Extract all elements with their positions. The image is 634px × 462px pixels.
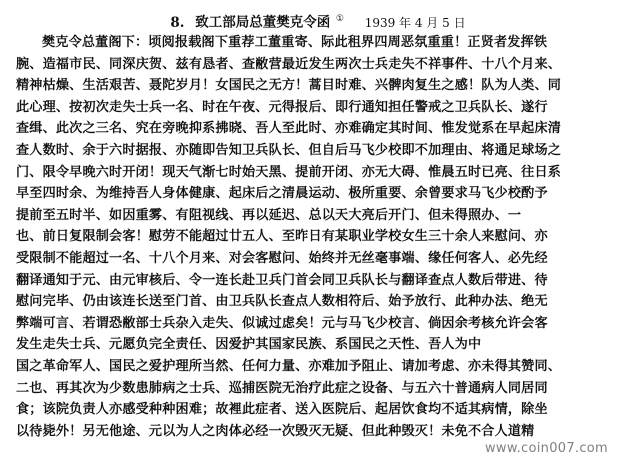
- body-line: 发生走失士兵、元愿负完全责任、因爱护其国家民族、系国民之天性、吾人为中: [16, 337, 482, 353]
- section-number: 8.: [170, 14, 185, 31]
- body-line: 樊克令总董阁下：顷阅报载阁下重荐工董重寄、际此租界四周恶氛重重！正贤者发挥铁: [42, 35, 548, 50]
- body-line: 以待毙外！另无他途、元以为人之肉体必经一次毁灭无疑、但此种毁灭！未免不合人道精: [16, 423, 535, 439]
- body-line: 查人数时、余于六时据报、亦随即告知卫兵队长、但自后马飞少校即不加理由、将通足球场之: [16, 142, 562, 158]
- footnote-marker: ①: [335, 14, 344, 24]
- body-line: 翻译通知于元、由元审核后、令一连长赴卫兵门首会同卫兵队长与翻译查点人数后带进、待: [16, 272, 548, 288]
- body-line: 受限制不能超过一名、十八个月来、对会客慰问、始终并无丝毫事端、缘任何客人、必先经: [16, 250, 548, 266]
- letter-date: 1939 年 4 月 5 日: [364, 15, 466, 30]
- body-line: 国之革命军人、国民之爱护理所当然、任何力量、亦难加予阻止、请加考虑、亦未得其赞同、: [16, 358, 562, 374]
- letter-title: 致工部局总董樊克令函: [195, 14, 331, 31]
- body-line: 门、限令早晚六时开闭！现天气渐七时始天黑、提前开闭、亦无大碍、惟晨五时已亮、往日系: [16, 164, 562, 180]
- body-line: 食；该院负责人亦感受种种困难；故裡此症者、送入医院后、起居饮食均不适其病情，除坐: [16, 402, 548, 418]
- body-line: 查缉、此次之三名、究在旁晚抑系拂晓、吾人至此时、亦难确定其时间、惟发觉系在早起床清: [16, 121, 562, 137]
- site-watermark: www.coin007.com: [485, 441, 608, 456]
- body-line: 提前至五时半、如因重雾、有阻视线、再以延迟、总以天大亮后开门、但未得照办、一: [16, 207, 522, 223]
- letter-body: [16, 32, 620, 442]
- body-line: 精神枯燥、生活艰苦、聂陀岁月！女国民之无方！蒿目时难、兴髀肉复生之感！队为人类、同: [16, 78, 562, 94]
- body-line: 弊端可言、若谓恐敝部士兵杂入走失、似诚过虑矣！元与马飞少校言、倘因余考核允许会客: [16, 315, 548, 331]
- body-line: 也、前日复限制会客！慰劳不能超过廿五人、至昨日有某职业学校女生三十余人来慰问、亦: [16, 229, 548, 245]
- body-line: 早至四时余、为维持吾人身体健康、起床后之清晨运动、极所重要、余曾要求马飞少校酌予: [16, 186, 548, 202]
- letter-heading: [16, 8, 620, 30]
- body-line: 慰问完毕、仍由该连长送至门首、由卫兵队长查点人数相符后、始予放行、此种办法、绝无: [16, 294, 548, 310]
- body-line: 此心理、按初次走失士兵一名、时在午夜、元得报后、即行通知担任警戒之卫兵队长、遂行: [16, 99, 548, 115]
- body-line: 腕、造福市民、同深庆贺、兹有恳者、查敝营最近发生两次士兵走失不祥事件、十八个月来、: [16, 56, 562, 72]
- body-line: 二也、再其次为少数患肺病之士兵、巡捕医院无治疗此症之设备、与五六十普通病人同居同: [16, 380, 548, 396]
